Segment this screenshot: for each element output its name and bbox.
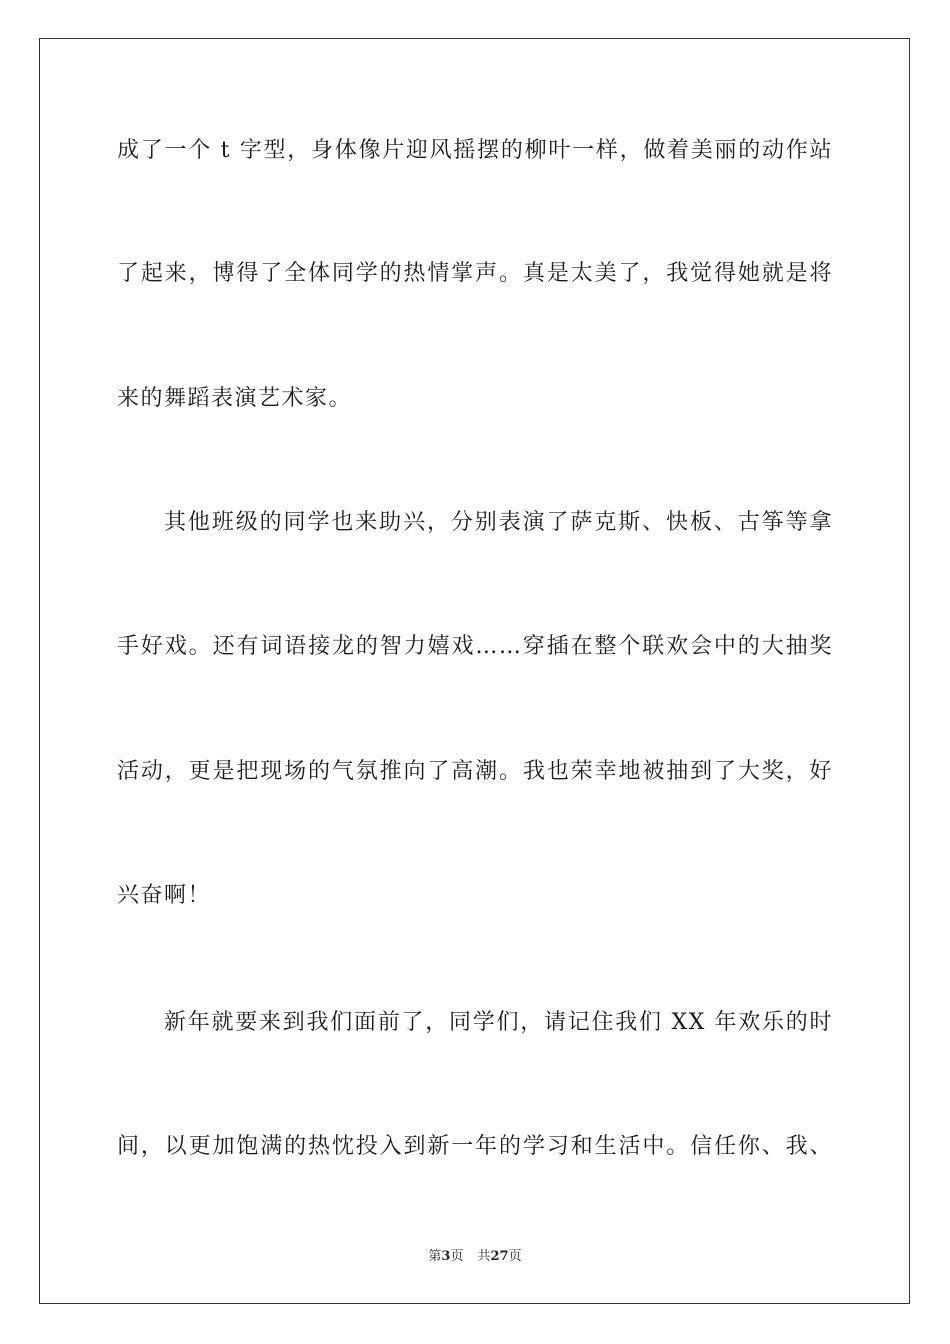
body-text-line: 手好戏。还有词语接龙的智力嬉戏……穿插在整个联欢会中的大抽奖 (117, 634, 833, 659)
body-text-line: 兴奋啊！ (117, 883, 212, 908)
paragraph-first-line: 新年就要来到我们面前了，同学们，请记住我们 XX 年欢乐的时 (164, 1010, 833, 1035)
page-number-suffix: 页 (450, 1249, 464, 1264)
body-text-line: 间，以更加饱满的热忱投入到新一年的学习和生活中。信任你、我、 (117, 1134, 833, 1159)
total-pages-suffix: 页 (508, 1249, 522, 1264)
paragraph-first-line: 其他班级的同学也来助兴，分别表演了萨克斯、快板、古筝等拿 (164, 510, 833, 535)
total-pages-number: 27 (490, 1249, 509, 1264)
body-text-line: 来的舞蹈表演艺术家。 (117, 386, 353, 411)
body-text-line: 成了一个 t 字型，身体像片迎风摇摆的柳叶一样，做着美丽的动作站 (117, 138, 833, 163)
total-pages-prefix: 共 (477, 1249, 491, 1264)
page-border (39, 38, 910, 1304)
current-page-number: 3 (441, 1249, 451, 1264)
body-text-line: 活动，更是把现场的气氛推向了高潮。我也荣幸地被抽到了大奖，好 (117, 759, 833, 784)
body-text-line: 了起来，博得了全体同学的热情掌声。真是太美了，我觉得她就是将 (117, 261, 833, 286)
page-footer (0, 1248, 950, 1266)
page-number-prefix: 第 (428, 1249, 442, 1264)
